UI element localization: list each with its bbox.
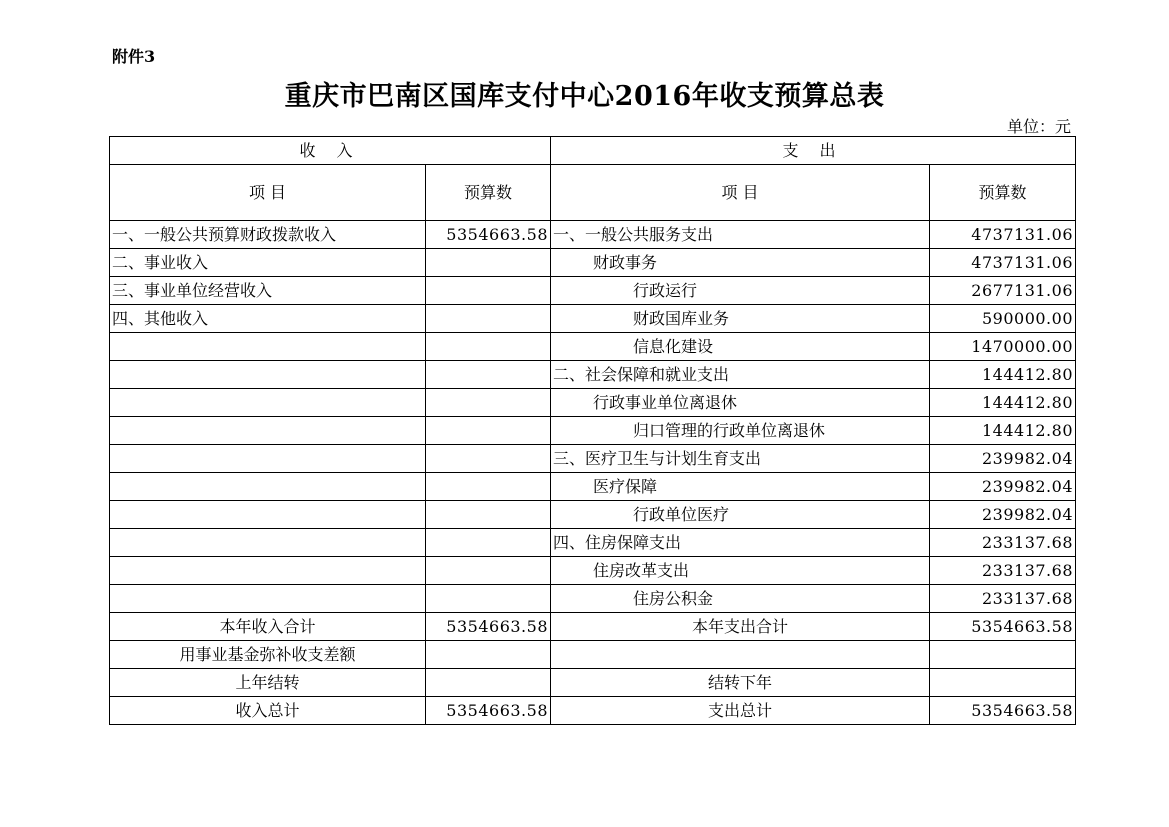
income-item-cell: 二、事业收入 [110, 249, 426, 277]
expenditure-total-label: 本年支出合计 [551, 613, 930, 641]
income-item-cell: 四、其他收入 [110, 305, 426, 333]
income-item-cell [110, 333, 426, 361]
column-header-row [110, 165, 1076, 221]
expenditure-item-cell: 住房改革支出 [551, 557, 930, 585]
expenditure-total-amount: 5354663.58 [930, 697, 1076, 725]
expenditure-total-label [551, 641, 930, 669]
income-item-cell [110, 417, 426, 445]
income-amount-cell [426, 585, 551, 613]
expenditure-item-cell: 住房公积金 [551, 585, 930, 613]
income-amount-cell [426, 557, 551, 585]
expenditure-amount-cell: 144412.80 [930, 389, 1076, 417]
attachment-label: 附件3 [112, 47, 156, 66]
income-amount-cell [426, 305, 551, 333]
totals-row [110, 697, 1076, 725]
expenditure-amount-cell: 233137.68 [930, 529, 1076, 557]
expenditure-item-cell: 三、医疗卫生与计划生育支出 [551, 445, 930, 473]
expenditure-item-cell: 医疗保障 [551, 473, 930, 501]
income-total-amount: 5354663.58 [426, 697, 551, 725]
unit-label: 单位：元 [1006, 117, 1071, 136]
page-title: 重庆市巴南区国库支付中心2016年收支预算总表 [284, 81, 885, 112]
income-section-header: 收 入 [110, 137, 551, 165]
expenditure-total-amount: 5354663.58 [930, 613, 1076, 641]
table-row [110, 501, 1076, 529]
section-header-row [110, 137, 1076, 165]
table-row [110, 445, 1076, 473]
income-amount-cell [426, 529, 551, 557]
income-total-label: 收入总计 [110, 697, 426, 725]
table-row [110, 221, 1076, 249]
expenditure-section-header: 支 出 [551, 137, 1076, 165]
totals-row [110, 613, 1076, 641]
expenditure-amount-cell: 239982.04 [930, 445, 1076, 473]
table-row [110, 333, 1076, 361]
income-amount-cell [426, 333, 551, 361]
income-amount-cell [426, 277, 551, 305]
table-row [110, 557, 1076, 585]
expenditure-amount-cell: 144412.80 [930, 417, 1076, 445]
table-row [110, 389, 1076, 417]
expenditure-item-cell: 行政事业单位离退休 [551, 389, 930, 417]
income-amount-cell: 5354663.58 [426, 221, 551, 249]
income-item-cell: 一、一般公共预算财政拨款收入 [110, 221, 426, 249]
expenditure-amount-cell: 4737131.06 [930, 249, 1076, 277]
income-total-label: 用事业基金弥补收支差额 [110, 641, 426, 669]
table-row [110, 305, 1076, 333]
table-row [110, 361, 1076, 389]
expenditure-item-cell: 二、社会保障和就业支出 [551, 361, 930, 389]
expenditure-amount-cell: 233137.68 [930, 557, 1076, 585]
expenditure-item-cell: 信息化建设 [551, 333, 930, 361]
expenditure-total-amount [930, 669, 1076, 697]
income-item-cell [110, 361, 426, 389]
totals-row [110, 669, 1076, 697]
income-item-cell [110, 389, 426, 417]
income-item-cell [110, 473, 426, 501]
expenditure-item-cell: 归口管理的行政单位离退休 [551, 417, 930, 445]
expenditure-item-cell: 一、一般公共服务支出 [551, 221, 930, 249]
table-row [110, 473, 1076, 501]
table-row [110, 417, 1076, 445]
income-item-cell: 三、事业单位经营收入 [110, 277, 426, 305]
expenditure-amount-cell: 1470000.00 [930, 333, 1076, 361]
income-total-amount [426, 641, 551, 669]
income-amount-cell [426, 249, 551, 277]
income-amount-header: 预算数 [426, 165, 551, 221]
expenditure-total-label: 结转下年 [551, 669, 930, 697]
expenditure-total-label: 支出总计 [551, 697, 930, 725]
income-item-cell [110, 445, 426, 473]
expenditure-item-cell: 财政国库业务 [551, 305, 930, 333]
expenditure-amount-cell: 239982.04 [930, 473, 1076, 501]
expenditure-amount-header: 预算数 [930, 165, 1076, 221]
expenditure-amount-cell: 2677131.06 [930, 277, 1076, 305]
expenditure-amount-cell: 233137.68 [930, 585, 1076, 613]
table-row [110, 277, 1076, 305]
income-amount-cell [426, 473, 551, 501]
expenditure-item-cell: 四、住房保障支出 [551, 529, 930, 557]
expenditure-item-cell: 财政事务 [551, 249, 930, 277]
table-row [110, 585, 1076, 613]
income-item-cell [110, 585, 426, 613]
income-amount-cell [426, 417, 551, 445]
income-item-header: 项 目 [110, 165, 426, 221]
table-row [110, 249, 1076, 277]
income-total-amount [426, 669, 551, 697]
income-amount-cell [426, 501, 551, 529]
expenditure-item-header: 项 目 [551, 165, 930, 221]
expenditure-amount-cell: 144412.80 [930, 361, 1076, 389]
income-total-label: 上年结转 [110, 669, 426, 697]
income-item-cell [110, 557, 426, 585]
income-total-label: 本年收入合计 [110, 613, 426, 641]
expenditure-amount-cell: 239982.04 [930, 501, 1076, 529]
income-amount-cell [426, 361, 551, 389]
income-amount-cell [426, 445, 551, 473]
income-total-amount: 5354663.58 [426, 613, 551, 641]
budget-table [109, 136, 1076, 725]
income-item-cell [110, 501, 426, 529]
income-item-cell [110, 529, 426, 557]
expenditure-amount-cell: 4737131.06 [930, 221, 1076, 249]
table-row [110, 529, 1076, 557]
expenditure-total-amount [930, 641, 1076, 669]
expenditure-item-cell: 行政运行 [551, 277, 930, 305]
totals-row [110, 641, 1076, 669]
expenditure-amount-cell: 590000.00 [930, 305, 1076, 333]
income-amount-cell [426, 389, 551, 417]
expenditure-item-cell: 行政单位医疗 [551, 501, 930, 529]
